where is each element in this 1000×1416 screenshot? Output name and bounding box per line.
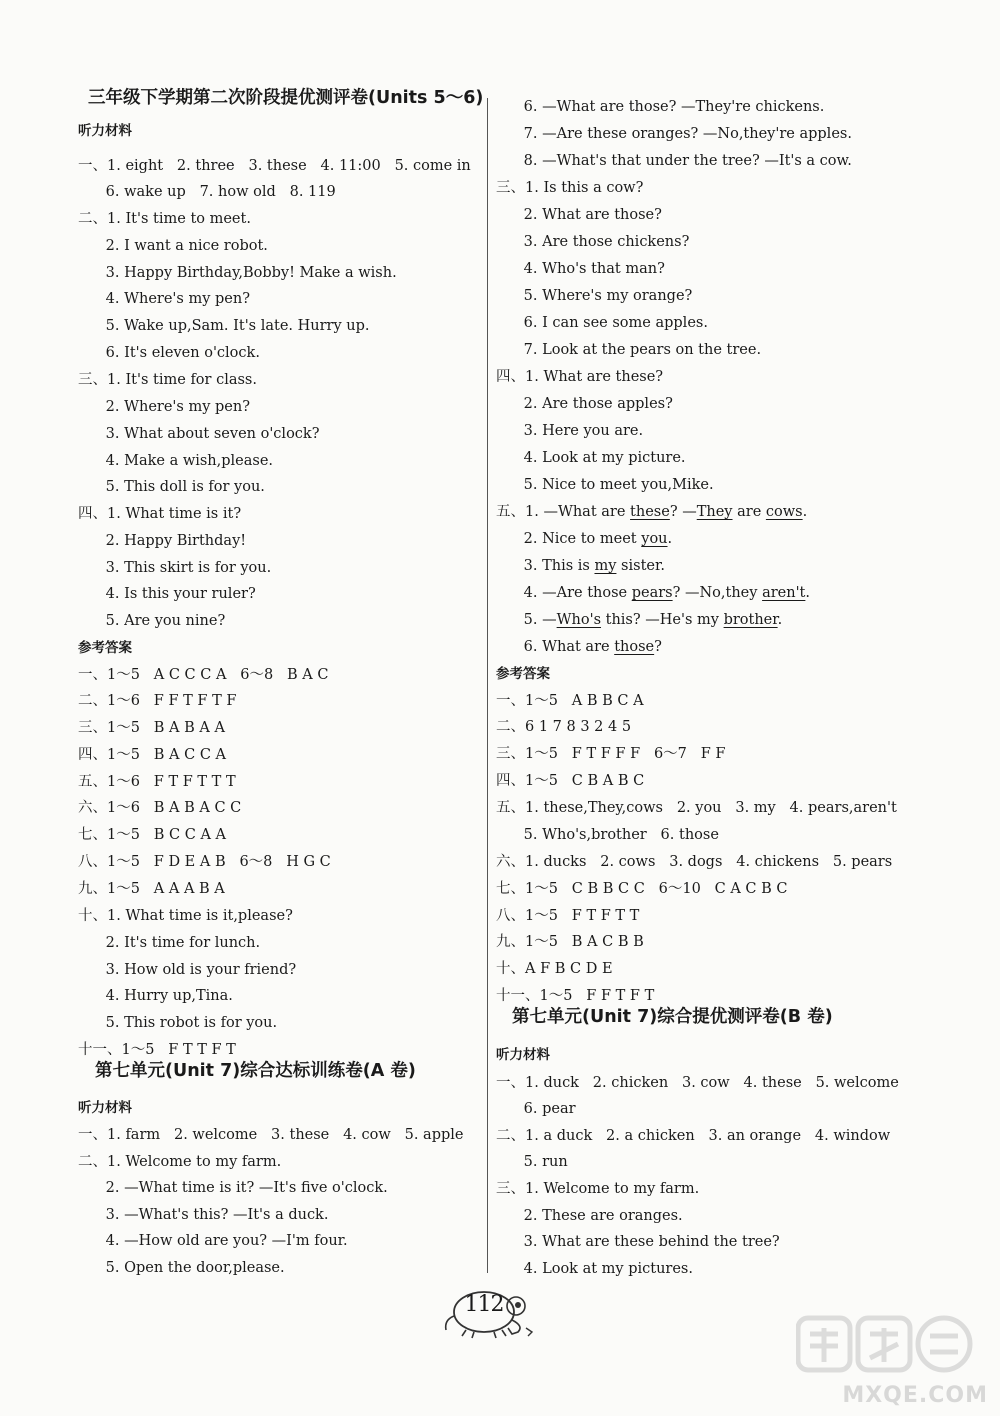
text-line: 4. Is this your ruler? — [78, 586, 256, 602]
text-line: 5. Who's,brother 6. those — [496, 827, 719, 843]
text-segment: ? —No,they — [672, 585, 763, 601]
text-line: 3. This skirt is for you. — [78, 560, 272, 576]
text-line: 七、1～5 C B B C C 6～10 C A C B C — [496, 881, 788, 897]
text-line: 6. I can see some apples. — [496, 315, 708, 331]
section-heading: 听力材料 — [496, 1047, 550, 1063]
text-line: 6. It's eleven o'clock. — [78, 345, 260, 361]
text-line: 三、1. Is this a cow? — [496, 180, 644, 196]
text-line: 四、1. What are these? — [496, 369, 664, 385]
text-line: 5. Open the door,please. — [78, 1260, 285, 1276]
text-line: 3. What are these behind the tree? — [496, 1234, 780, 1250]
text-line: 三、1. It's time for class. — [78, 372, 257, 388]
text-line — [496, 637, 662, 657]
text-line: 六、1. ducks 2. cows 3. dogs 4. chickens 5. pears — [496, 854, 893, 870]
text-line: 四、1. What time is it? — [78, 506, 242, 522]
underlined-answer: cows — [765, 504, 803, 520]
underlined-answer: Who's — [556, 612, 602, 628]
text-line: 7. Look at the pears on the tree. — [496, 342, 762, 358]
text-segment: 2. Nice to meet — [496, 531, 642, 547]
section-heading: 听力材料 — [78, 1100, 132, 1116]
text-line — [496, 583, 810, 603]
text-line: 八、1～5 F D E A B 6～8 H G C — [78, 854, 331, 870]
text-segment: . — [802, 504, 808, 520]
text-line: 6. wake up 7. how old 8. 119 — [78, 184, 336, 200]
text-line: 5. This doll is for you. — [78, 479, 265, 495]
text-line: 5. Are you nine? — [78, 613, 226, 629]
text-line: 一、1. farm 2. welcome 3. these 4. cow 5. apple — [78, 1127, 464, 1143]
text-line: 6. —What are those? —They're chickens. — [496, 99, 825, 115]
text-line: 2. Are those apples? — [496, 396, 673, 412]
text-line: 5. Wake up,Sam. It's late. Hurry up. — [78, 318, 370, 334]
text-segment: 5. — — [496, 612, 557, 628]
text-line: 2. These are oranges. — [496, 1208, 683, 1224]
text-line: 4. Who's that man? — [496, 261, 665, 277]
text-line: 五、1～6 F T F T T T — [78, 774, 236, 790]
watermark-logo — [796, 1314, 976, 1385]
underlined-answer: those — [614, 639, 655, 655]
text-line — [496, 502, 807, 522]
text-line: 三、1～5 F T F F F 6～7 F F — [496, 746, 726, 762]
text-line: 一、1～5 A B B C A — [496, 693, 644, 709]
underlined-answer: pears — [631, 585, 673, 601]
text-line: 7. —Are these oranges? —No,they're apples. — [496, 126, 852, 142]
text-segment: . — [667, 531, 673, 547]
text-line: 九、1～5 A A A B A — [78, 881, 225, 897]
text-line: 4. Make a wish,please. — [78, 453, 274, 469]
section-heading: 参考答案 — [78, 640, 132, 656]
watermark — [772, 1314, 992, 1410]
text-line: 二、1～6 F F T F T F — [78, 693, 237, 709]
text-line: 3. Here you are. — [496, 423, 644, 439]
text-line: 七、1～5 B C C A A — [78, 827, 227, 843]
section-heading: 参考答案 — [496, 666, 550, 682]
text-line: 6. pear — [496, 1101, 576, 1117]
text-line: 十、1. What time is it,please? — [78, 908, 293, 924]
underlined-answer: you — [641, 531, 668, 547]
text-line: 5. This robot is for you. — [78, 1015, 278, 1031]
text-line: 2. Happy Birthday! — [78, 533, 247, 549]
page-number-badge — [438, 1280, 558, 1340]
text-line: 二、1. It's time to meet. — [78, 211, 251, 227]
text-line: 2. Where's my pen? — [78, 399, 250, 415]
text-line: 三、1. Welcome to my farm. — [496, 1181, 700, 1197]
text-line: 六、1～6 B A B A C C — [78, 800, 242, 816]
text-segment: 4. —Are those — [496, 585, 632, 601]
text-line: 三、1～5 B A B A A — [78, 720, 225, 736]
text-line: 2. I want a nice robot. — [78, 238, 268, 254]
column-divider — [487, 98, 488, 1273]
text-line — [496, 529, 672, 549]
text-line: 四、1～5 C B A B C — [496, 773, 645, 789]
text-line: 4. Hurry up,Tina. — [78, 988, 233, 1004]
text-segment: 五、1. —What are — [496, 504, 631, 520]
text-line: 4. —How old are you? —I'm four. — [78, 1233, 348, 1249]
text-line: 一、1～5 A C C C A 6～8 B A C — [78, 667, 329, 683]
text-segment: ? — [654, 639, 662, 655]
watermark-text: MXQE.COM — [842, 1383, 988, 1408]
text-line: 3. What about seven o'clock? — [78, 426, 320, 442]
text-line: 3. Happy Birthday,Bobby! Make a wish. — [78, 265, 397, 281]
text-line: 一、1. duck 2. chicken 3. cow 4. these 5. welcome — [496, 1075, 899, 1091]
text-line: 3. —What's this? —It's a duck. — [78, 1207, 329, 1223]
section-title: 三年级下学期第二次阶段提优测评卷(Units 5～6) — [88, 88, 484, 108]
text-line: 2. It's time for lunch. — [78, 935, 261, 951]
section-heading: 听力材料 — [78, 123, 132, 139]
text-line — [496, 556, 665, 576]
text-segment: sister. — [616, 558, 665, 574]
text-line: 8. —What's that under the tree? —It's a cow. — [496, 153, 852, 169]
underlined-answer: They — [696, 504, 733, 520]
text-line: 二、1. a duck 2. a chicken 3. an orange 4. window — [496, 1128, 891, 1144]
text-line: 3. Are those chickens? — [496, 234, 690, 250]
text-line: 5. run — [496, 1154, 568, 1170]
page-number: 112 — [464, 1292, 504, 1317]
watermark-logo-icon — [796, 1314, 976, 1374]
text-segment: this? —He's my — [601, 612, 724, 628]
text-line — [496, 610, 782, 630]
underlined-answer: aren't — [762, 585, 806, 601]
text-segment: . — [777, 612, 783, 628]
text-line: 2. What are those? — [496, 207, 662, 223]
underlined-answer: these — [630, 504, 670, 520]
underlined-answer: brother — [723, 612, 778, 628]
text-line: 5. Nice to meet you,Mike. — [496, 477, 714, 493]
text-segment: 6. What are — [496, 639, 615, 655]
text-segment: 3. This is — [496, 558, 595, 574]
text-line: 二、1. Welcome to my farm. — [78, 1154, 282, 1170]
text-segment: are — [732, 504, 766, 520]
text-line: 4. Look at my picture. — [496, 450, 686, 466]
text-line: 一、1. eight 2. three 3. these 4. 11:00 5. come in — [78, 158, 471, 174]
text-line: 二、6 1 7 8 3 2 4 5 — [496, 719, 632, 735]
text-line: 4. Where's my pen? — [78, 291, 250, 307]
text-line: 八、1～5 F T F T T — [496, 908, 640, 924]
text-line: 四、1～5 B A C C A — [78, 747, 227, 763]
text-line: 4. Look at my pictures. — [496, 1261, 693, 1277]
text-segment: . — [805, 585, 810, 601]
underlined-answer: my — [594, 558, 617, 574]
text-line: 2. —What time is it? —It's five o'clock. — [78, 1180, 388, 1196]
text-line: 五、1. these,They,cows 2. you 3. my 4. pears,aren't — [496, 800, 897, 816]
text-line: 十、A F B C D E — [496, 961, 613, 977]
text-line: 5. Where's my orange? — [496, 288, 693, 304]
text-line: 十一、1～5 F F T F T — [496, 988, 655, 1004]
section-title: 第七单元(Unit 7)综合达标训练卷(A 卷) — [95, 1061, 416, 1081]
text-line: 十一、1～5 F T T F T — [78, 1042, 236, 1058]
section-title: 第七单元(Unit 7)综合提优测评卷(B 卷) — [512, 1007, 833, 1027]
text-segment: ? — — [669, 504, 697, 520]
text-line: 3. How old is your friend? — [78, 962, 297, 978]
text-line: 九、1～5 B A C B B — [496, 934, 644, 950]
